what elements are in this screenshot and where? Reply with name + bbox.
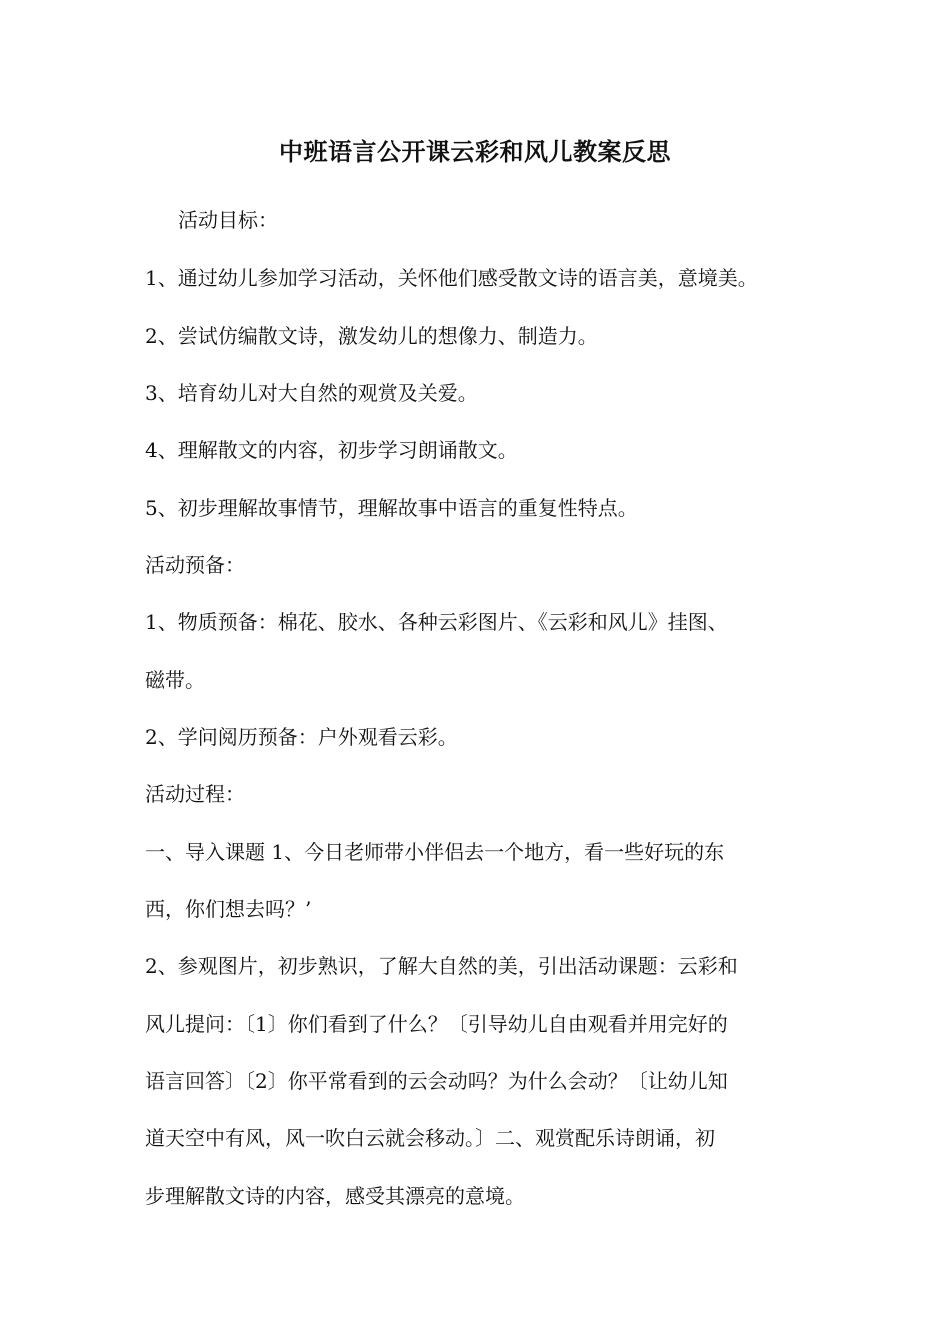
paragraph-line: 风儿提问：〔1〕你们看到了什么？〔引导幼儿自由观看并用完好的 — [145, 1012, 728, 1036]
paragraph-line: 磁带。 — [145, 668, 205, 692]
paragraph-line: 4、理解散文的内容，初步学习朗诵散文。 — [145, 438, 518, 462]
section-heading-preparation: 活动预备： — [145, 553, 245, 577]
section-heading-process: 活动过程： — [145, 782, 245, 806]
paragraph-line: 1、物质预备：棉花、胶水、各种云彩图片、《云彩和风儿》挂图、 — [145, 610, 728, 634]
paragraph-line: 5、初步理解故事情节，理解故事中语言的重复性特点。 — [145, 496, 638, 520]
paragraph-line: 2、学问阅历预备：户外观看云彩。 — [145, 725, 458, 749]
paragraph-line: 西，你们想去吗？’ — [145, 897, 312, 921]
paragraph-line: 3、培育幼儿对大自然的观赏及关爱。 — [145, 381, 478, 405]
paragraph-line: 道天空中有风，风一吹白云就会移动。〕二、观赏配乐诗朗诵，初 — [145, 1126, 715, 1150]
paragraph-line: 1、通过幼儿参加学习活动，关怀他们感受散文诗的语言美，意境美。 — [145, 266, 758, 290]
paragraph-line: 2、尝试仿编散文诗，激发幼儿的想像力、制造力。 — [145, 324, 598, 348]
paragraph-line: 步理解散文诗的内容，感受其漂亮的意境。 — [145, 1184, 525, 1208]
section-heading-goals: 活动目标： — [178, 208, 278, 232]
paragraph-line: 2、参观图片，初步熟识，了解大自然的美，引出活动课题：云彩和 — [145, 954, 738, 978]
paragraph-line: 一、导入课题 1、今日老师带小伴侣去一个地方，看一些好玩的东 — [145, 840, 725, 864]
paragraph-line: 语言回答〕〔2〕你平常看到的云会动吗？为什么会动？〔让幼儿知 — [145, 1069, 728, 1093]
document-title: 中班语言公开课云彩和风儿教案反思 — [279, 138, 671, 166]
